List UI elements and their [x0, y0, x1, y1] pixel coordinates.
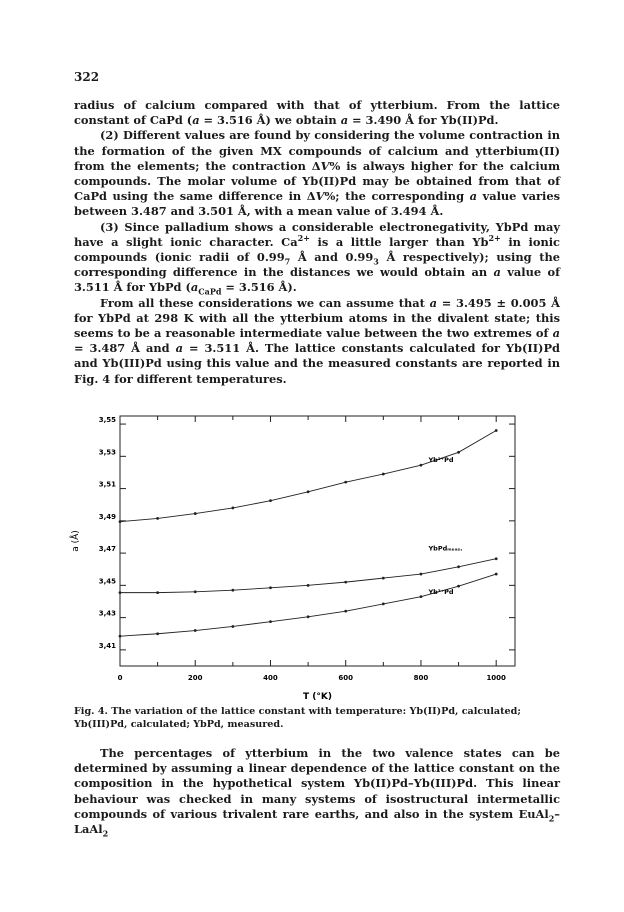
page-number: 322: [74, 70, 100, 84]
text-run: = 3.511 Å. The lattice constants calculated for Yb(II)Pd and Yb(III)Pd using this value and the measured constants are reported in Fig. 4 for different temperatures.: [74, 341, 560, 386]
data-point: [457, 565, 460, 568]
text-run: a: [190, 280, 199, 295]
data-point: [119, 591, 122, 594]
y-tick-label: 3,55: [98, 416, 116, 425]
paragraph: [74, 746, 560, 837]
data-point: [156, 591, 159, 594]
text-run: %; the corresponding: [324, 189, 470, 204]
x-tick-label: 0: [117, 674, 123, 682]
paragraph: [74, 296, 560, 387]
text-run: 7: [284, 256, 291, 267]
text-run: 2+: [488, 233, 501, 244]
data-point: [344, 481, 347, 484]
x-tick-label: 400: [263, 674, 278, 682]
y-tick-label: 3,47: [98, 545, 116, 554]
y-tick-label: 3,45: [98, 577, 116, 586]
y-tick-label: 3,43: [98, 609, 116, 618]
data-point: [269, 499, 272, 502]
data-point: [457, 451, 460, 454]
data-point: [457, 585, 460, 588]
data-point: [269, 586, 272, 589]
text-run: 2: [548, 813, 555, 824]
text-run: 2: [102, 828, 109, 839]
paragraph: [74, 98, 560, 128]
data-point: [344, 610, 347, 613]
x-tick-label: 200: [187, 674, 203, 682]
data-point: [495, 557, 498, 560]
text-run: = 3.495 ± 0.005 Å for YbPd at 298 K with all the ytterbium atoms in the divalent state; this seems to be a reasonable intermediate value between the two extremes of: [74, 295, 560, 341]
text-run: Å and 0.99: [290, 250, 374, 265]
series-line: [120, 574, 496, 636]
data-point: [420, 595, 423, 598]
figure-caption: Fig. 4. The variation of the lattice constant with temperature: Yb(II)Pd, calculated; Yb(III)Pd, calculated; YbPd, measured.: [74, 706, 521, 730]
text-run: (2) Different values are found by considering the volume contraction in the formation of the given MX compounds of calcium and ytterbium(II) from the elements; the contraction Δ: [74, 128, 560, 173]
data-point: [495, 429, 498, 432]
text-run: = 3.516 Å).: [221, 280, 297, 295]
data-point: [156, 517, 159, 520]
text-run: radius of calcium compared with that of ytterbium. From the lattice constant of CaPd (: [74, 98, 560, 128]
data-point: [307, 584, 310, 587]
body-text-top: [74, 98, 560, 387]
data-point: [231, 589, 234, 592]
y-tick-label: 3,49: [98, 512, 116, 521]
series-1: [119, 544, 498, 597]
text-run: V: [315, 189, 325, 204]
paragraph: [74, 128, 560, 219]
data-point: [194, 590, 197, 593]
series-0: [119, 429, 498, 523]
text-run: % is always higher for the calcium compounds. The molar volume of Yb(II)Pd may be obtained from that of CaPd using the same difference in Δ: [74, 158, 560, 204]
figure-4-chart: [60, 408, 530, 708]
data-point: [382, 473, 385, 476]
series-layer: [119, 429, 498, 637]
data-point: [231, 625, 234, 628]
text-run: value varies between 3.487 and 3.501 Å, with a mean value of 3.494 Å.: [74, 189, 560, 219]
data-point: [119, 520, 122, 523]
x-tick-label: 600: [338, 674, 354, 682]
series-label: Yb³⁺Pd: [428, 588, 454, 597]
data-point: [269, 620, 272, 623]
data-point: [194, 629, 197, 632]
data-point: [119, 635, 122, 638]
data-point: [344, 581, 347, 584]
text-run: a: [552, 326, 560, 341]
y-tick-label: 3,53: [98, 448, 116, 457]
text-run: From all these considerations we can assume that: [100, 295, 430, 310]
y-tick-label: 3,41: [98, 641, 116, 650]
text-run: 2+: [297, 233, 310, 244]
data-point: [307, 490, 310, 493]
data-point: [495, 573, 498, 576]
text-run: The percentages of ytterbium in the two valence states can be determined by assuming a linear dependence of the lattice constant on the composition in the hypothetical system Yb(II)Pd–Yb(III)Pd. This linear behaviour was checked in many systems of isostructural intermetallic compounds of various trivalent rare earths, and also in the system EuAl: [74, 746, 560, 821]
text-run: CaPd: [198, 286, 222, 297]
series-label: YbPdₘₑₐₛ.: [428, 544, 463, 553]
x-axis-label: T (°K): [303, 692, 332, 702]
text-run: value of 3.511 Å for YbPd (: [74, 265, 560, 295]
text-run: a: [340, 113, 349, 128]
data-point: [382, 577, 385, 580]
text-run: = 3.516 Å) we obtain: [199, 113, 341, 128]
paragraph: [74, 220, 560, 296]
text-run: a: [469, 189, 477, 204]
text-run: a: [493, 265, 501, 280]
series-label: Yb²⁺Pd: [428, 455, 454, 464]
text-run: a: [192, 113, 200, 128]
y-tick-label: 3,51: [98, 480, 116, 489]
text-run: is a little larger than Yb: [309, 234, 489, 249]
series-line: [120, 431, 496, 522]
text-run: 3: [373, 256, 379, 267]
text-run: Å respectively); using the corresponding difference in the distances we would obtain an: [74, 250, 560, 280]
text-run: = 3.487 Å and: [74, 341, 176, 356]
text-run: (3) Since palladium shows a considerable electronegativity, YbPd may have a slight ionic character. Ca: [74, 219, 560, 249]
text-run: in ionic compounds (ionic radii of 0.99: [74, 234, 560, 265]
data-point: [194, 512, 197, 515]
x-tick-label: 800: [413, 674, 429, 682]
text-run: a: [175, 341, 183, 356]
text-run: –LaAl: [74, 806, 560, 837]
series-2: [119, 573, 498, 638]
x-tick-label: 1000: [486, 674, 506, 682]
data-point: [156, 632, 159, 635]
data-point: [231, 507, 234, 510]
data-point: [420, 464, 423, 467]
data-point: [307, 615, 310, 618]
body-text-bottom: [74, 746, 560, 837]
text-run: a: [429, 295, 438, 310]
data-point: [382, 603, 385, 606]
y-axis-label: a (Å): [71, 530, 81, 552]
data-point: [420, 573, 423, 576]
y-axis: [99, 416, 515, 650]
text-run: V: [320, 158, 330, 173]
text-run: = 3.490 Å for Yb(II)Pd.: [348, 113, 499, 128]
